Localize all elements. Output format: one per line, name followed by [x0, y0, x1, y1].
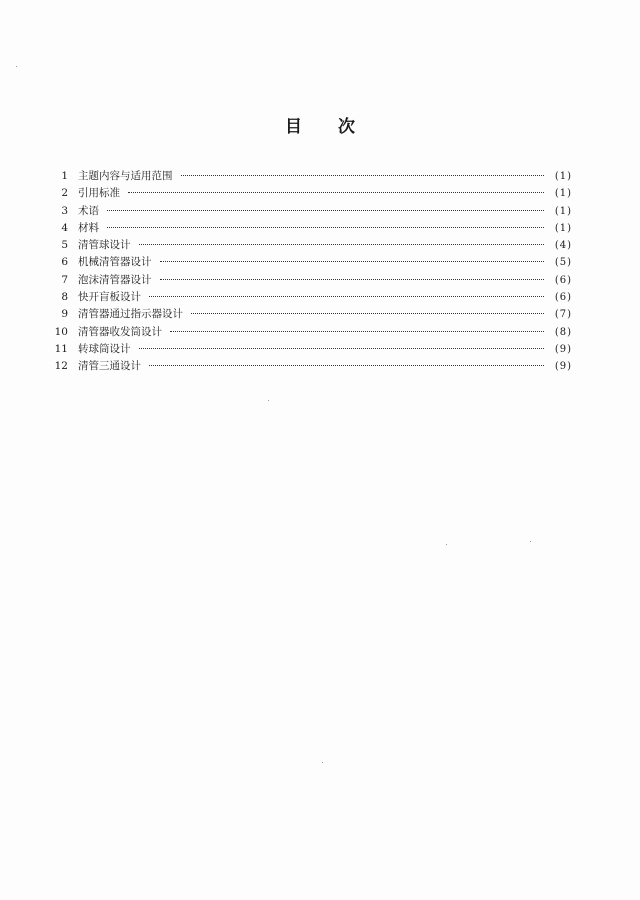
dot-leader — [149, 296, 544, 297]
toc-entry-4 — [52, 220, 572, 237]
title-char-right: 次 — [338, 117, 355, 137]
toc-entry-page: (4) — [554, 240, 572, 252]
toc-entry-title: 机械清管器设计 — [78, 256, 152, 269]
toc-entry-3 — [52, 203, 572, 220]
toc-entry-page: (1) — [554, 205, 572, 217]
toc-entry-number: 2 — [61, 187, 68, 200]
toc-entry-page: (1) — [554, 171, 572, 182]
toc-entry-title: 清管器通过指示器设计 — [78, 308, 183, 321]
toc-entry-title: 术语 — [78, 204, 99, 217]
toc-entry-title: 泡沫清管器设计 — [78, 273, 152, 286]
toc-entry-number: 12 — [54, 360, 68, 373]
toc-entry-number: 8 — [61, 291, 68, 304]
dot-leader — [160, 279, 545, 280]
toc-entry-12 — [52, 358, 572, 375]
toc-entry-page: (9) — [554, 343, 572, 355]
toc-entry-title: 清管三通设计 — [78, 360, 141, 373]
toc-entry-number: 4 — [61, 221, 68, 234]
dot-leader — [170, 331, 544, 332]
toc-entry-number: 5 — [61, 239, 68, 252]
toc-entry-page: (7) — [554, 309, 572, 321]
dot-leader — [160, 261, 545, 262]
toc-entry-number: 3 — [61, 204, 68, 217]
toc-entry-8 — [52, 289, 572, 306]
scan-speck — [268, 400, 269, 401]
dot-leader — [139, 244, 545, 245]
scan-speck — [530, 541, 531, 542]
dot-leader — [139, 348, 545, 349]
toc-entry-title: 快开盲板设计 — [78, 291, 141, 304]
dot-leader — [107, 210, 544, 211]
toc-entry-10 — [52, 324, 572, 341]
toc-entry-title: 清管器收发筒设计 — [78, 325, 162, 338]
toc-entry-1 — [52, 168, 572, 185]
toc-entry-title: 材料 — [78, 221, 99, 234]
title-char-left: 目 — [285, 117, 302, 137]
toc-entry-page: (1) — [554, 188, 572, 200]
toc-entry-title: 主题内容与适用范围 — [78, 170, 173, 182]
toc-entry-title: 清管球设计 — [78, 239, 131, 252]
toc-entry-number: 11 — [54, 342, 68, 355]
toc-entry-9 — [52, 306, 572, 323]
toc-entry-page: (5) — [554, 257, 572, 269]
toc-entry-11 — [52, 341, 572, 358]
table-of-contents — [52, 168, 572, 376]
dot-leader — [107, 227, 544, 228]
scan-speck — [446, 544, 447, 545]
toc-entry-number: 10 — [54, 325, 68, 338]
toc-entry-page: (8) — [554, 326, 572, 338]
dot-leader — [181, 175, 545, 176]
dot-leader — [149, 365, 544, 366]
toc-entry-page: (1) — [554, 222, 572, 234]
toc-entry-6 — [52, 254, 572, 271]
toc-entry-number: 7 — [61, 273, 68, 286]
toc-entry-page: (6) — [554, 292, 572, 304]
toc-entry-title: 引用标准 — [78, 187, 120, 200]
toc-entry-page: (6) — [554, 274, 572, 286]
scan-speck — [322, 762, 323, 763]
toc-entry-7 — [52, 272, 572, 289]
toc-entry-number: 1 — [61, 170, 68, 182]
toc-entry-title: 转球筒设计 — [78, 342, 131, 355]
toc-entry-5 — [52, 237, 572, 254]
toc-entry-2 — [52, 185, 572, 202]
page-title — [0, 112, 640, 137]
dot-leader — [191, 313, 544, 314]
toc-entry-number: 9 — [61, 308, 68, 321]
toc-entry-page: (9) — [554, 361, 572, 373]
toc-entry-number: 6 — [61, 256, 68, 269]
scan-speck — [16, 66, 17, 67]
dot-leader — [128, 192, 544, 193]
